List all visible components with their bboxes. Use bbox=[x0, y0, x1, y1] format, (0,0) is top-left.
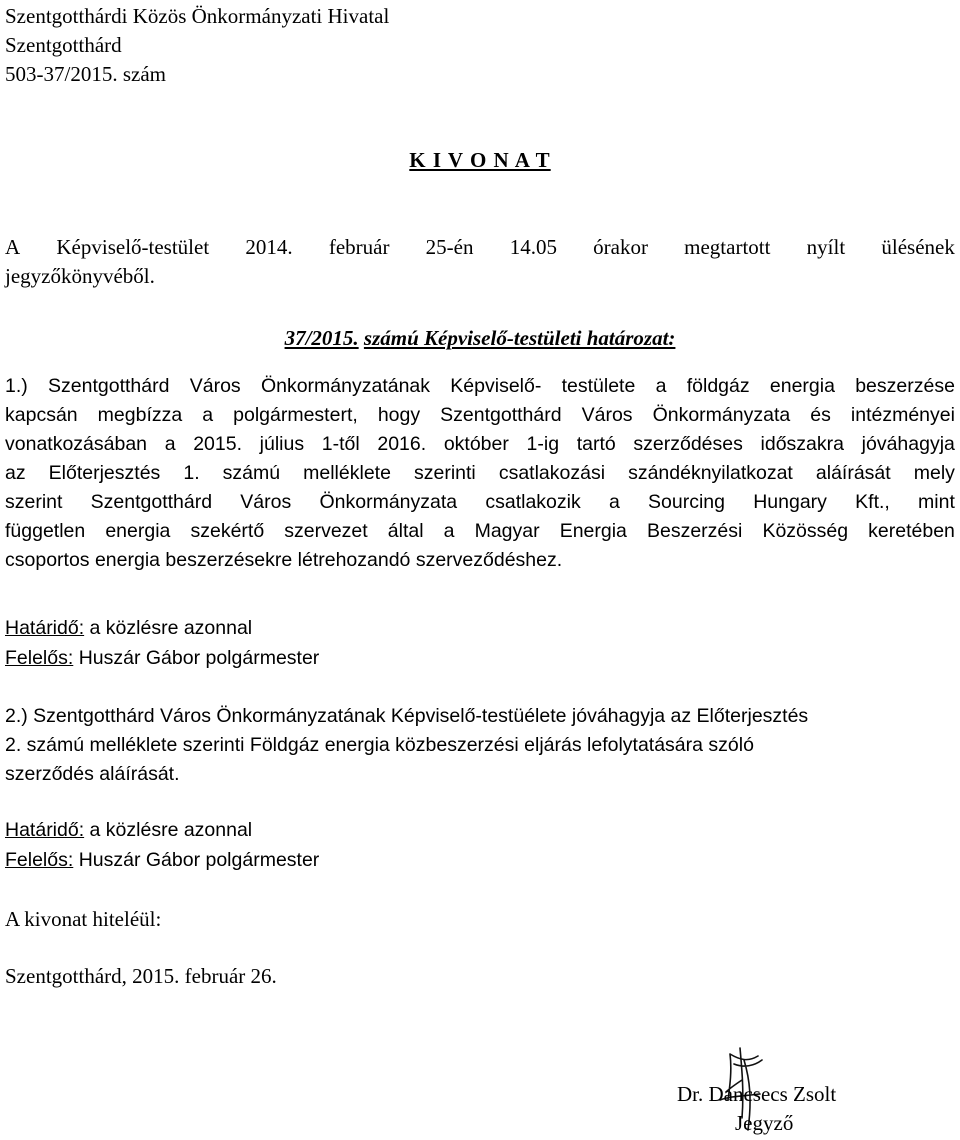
word: 1.) bbox=[5, 375, 28, 397]
word: független bbox=[5, 520, 86, 542]
word: Energia bbox=[559, 520, 627, 542]
intro-line-1 bbox=[5, 233, 955, 262]
decision-paragraph-1 bbox=[5, 372, 955, 575]
word: Önkormányzata bbox=[652, 404, 791, 426]
word: Szentgotthárd bbox=[90, 491, 213, 513]
responsible-label: Felelős: bbox=[5, 849, 74, 871]
word: Szentgotthárd bbox=[440, 404, 562, 426]
intro-word: 14.05 bbox=[509, 235, 557, 259]
word: a bbox=[655, 375, 667, 397]
word: Képviselő- bbox=[450, 375, 542, 397]
word: 2015. bbox=[193, 433, 243, 455]
certification-text: A kivonat hiteléül: bbox=[5, 907, 162, 931]
word: testülete bbox=[561, 375, 636, 397]
word: a bbox=[443, 520, 455, 542]
word: mint bbox=[918, 491, 955, 513]
responsible-value: Huszár Gábor polgármester bbox=[73, 849, 320, 871]
word: Szentgotthárd bbox=[48, 375, 170, 397]
word: hogy bbox=[377, 404, 421, 426]
deadline-value: a közlésre azonnal bbox=[84, 617, 253, 639]
word: aláírását bbox=[815, 462, 891, 484]
word: október bbox=[443, 433, 509, 455]
word: energia bbox=[105, 520, 171, 542]
signer-title: Jegyző bbox=[735, 1111, 794, 1135]
word: és bbox=[810, 404, 831, 426]
word: keretében bbox=[868, 520, 955, 542]
word: Magyar bbox=[474, 520, 540, 542]
word: szerinti bbox=[413, 462, 476, 484]
document-title: K I V O N A T bbox=[409, 148, 551, 172]
decision-number: 37/2015. bbox=[284, 326, 359, 350]
word: 1. bbox=[183, 462, 200, 484]
paragraph-line bbox=[5, 372, 955, 401]
intro-word: Képviselő-testület bbox=[56, 235, 210, 259]
word: melléklete bbox=[303, 462, 391, 484]
word: szervezet bbox=[284, 520, 368, 542]
word: időszakra bbox=[760, 433, 844, 455]
word: az bbox=[5, 462, 26, 484]
word: a bbox=[202, 404, 214, 426]
word: beszerzése bbox=[855, 375, 955, 397]
responsible-value: Huszár Gábor polgármester bbox=[73, 647, 320, 669]
word: Város bbox=[189, 375, 241, 397]
word: tartó bbox=[576, 433, 616, 455]
word: Város bbox=[581, 404, 633, 426]
word: megbízza bbox=[97, 404, 183, 426]
word: polgármestert, bbox=[233, 404, 358, 426]
date-line: Szentgotthárd, 2015. február 26. bbox=[5, 964, 277, 988]
paragraph-line: csoportos energia beszerzésekre létrehozandó szerveződéshez. bbox=[5, 549, 563, 571]
word: július bbox=[259, 433, 305, 455]
deadline-value: a közlésre azonnal bbox=[84, 819, 253, 841]
word: Hungary bbox=[753, 491, 827, 513]
responsible-2 bbox=[5, 846, 319, 875]
intro-word: A bbox=[5, 235, 21, 259]
intro-line-2: jegyzőkönyvéből. bbox=[5, 264, 155, 288]
office-name: Szentgotthárdi Közös Önkormányzati Hivatal bbox=[5, 4, 390, 28]
word: földgáz bbox=[686, 375, 750, 397]
paragraph-line: 2.) Szentgotthárd Város Önkormányzatának Képviselő-testüélete jóváhagyja az Előterjesztés bbox=[5, 705, 809, 727]
word: kapcsán bbox=[5, 404, 78, 426]
paragraph-line bbox=[5, 401, 955, 430]
word: a bbox=[164, 433, 176, 455]
word: számú bbox=[222, 462, 281, 484]
word: szerződéses bbox=[633, 433, 743, 455]
intro-word: február bbox=[328, 235, 390, 259]
word: Előterjesztés bbox=[48, 462, 161, 484]
city-name: Szentgotthárd bbox=[5, 33, 122, 57]
word: szerint bbox=[5, 491, 63, 513]
document-header bbox=[5, 2, 389, 89]
decision-label: számú Képviselő-testületi határozat: bbox=[363, 326, 676, 350]
word: 2016. bbox=[377, 433, 427, 455]
word: Beszerzési bbox=[646, 520, 743, 542]
intro-word: 25-én bbox=[425, 235, 474, 259]
responsible-label: Felelős: bbox=[5, 647, 74, 669]
word: Közösség bbox=[762, 520, 849, 542]
intro-word: órakor bbox=[593, 235, 648, 259]
word: 1-ig bbox=[526, 433, 560, 455]
decision-title bbox=[0, 324, 960, 353]
paragraph-line bbox=[5, 459, 955, 488]
deadline-label: Határidő: bbox=[5, 617, 85, 639]
intro-text bbox=[5, 233, 955, 291]
signer-name: Dr. Dancsecs Zsolt bbox=[677, 1082, 837, 1106]
paragraph-line bbox=[5, 430, 955, 459]
word: jóváhagyja bbox=[861, 433, 955, 455]
word: Sourcing bbox=[648, 491, 725, 513]
word: a bbox=[608, 491, 620, 513]
intro-word: 2014. bbox=[245, 235, 293, 259]
word: csatlakozik bbox=[485, 491, 581, 513]
word: vonatkozásában bbox=[5, 433, 148, 455]
deadline-label: Határidő: bbox=[5, 819, 85, 841]
word: 1-től bbox=[321, 433, 360, 455]
word: energia bbox=[769, 375, 835, 397]
word: szekértő bbox=[190, 520, 265, 542]
word: intézményei bbox=[850, 404, 955, 426]
decision-paragraph-2 bbox=[5, 702, 955, 789]
intro-word: megtartott bbox=[684, 235, 771, 259]
document-number: 503-37/2015. szám bbox=[5, 62, 166, 86]
word: Kft., bbox=[855, 491, 890, 513]
word: Önkormányzatának bbox=[260, 375, 431, 397]
paragraph-line: 2. számú melléklete szerinti Földgáz energia közbeszerzési eljárás lefolytatására szóló bbox=[5, 734, 754, 756]
deadline-1 bbox=[5, 614, 252, 643]
word: Város bbox=[240, 491, 292, 513]
paragraph-line bbox=[5, 517, 955, 546]
paragraph-line: szerződés aláírását. bbox=[5, 763, 180, 785]
responsible-1 bbox=[5, 644, 319, 673]
word: csatlakozási bbox=[498, 462, 606, 484]
word: Önkormányzata bbox=[319, 491, 458, 513]
paragraph-line bbox=[5, 488, 955, 517]
intro-word: ülésének bbox=[881, 235, 955, 259]
deadline-2 bbox=[5, 816, 252, 845]
word: szándéknyilatkozat bbox=[628, 462, 793, 484]
intro-word: nyílt bbox=[806, 235, 846, 259]
word: által bbox=[387, 520, 424, 542]
word: mely bbox=[913, 462, 955, 484]
